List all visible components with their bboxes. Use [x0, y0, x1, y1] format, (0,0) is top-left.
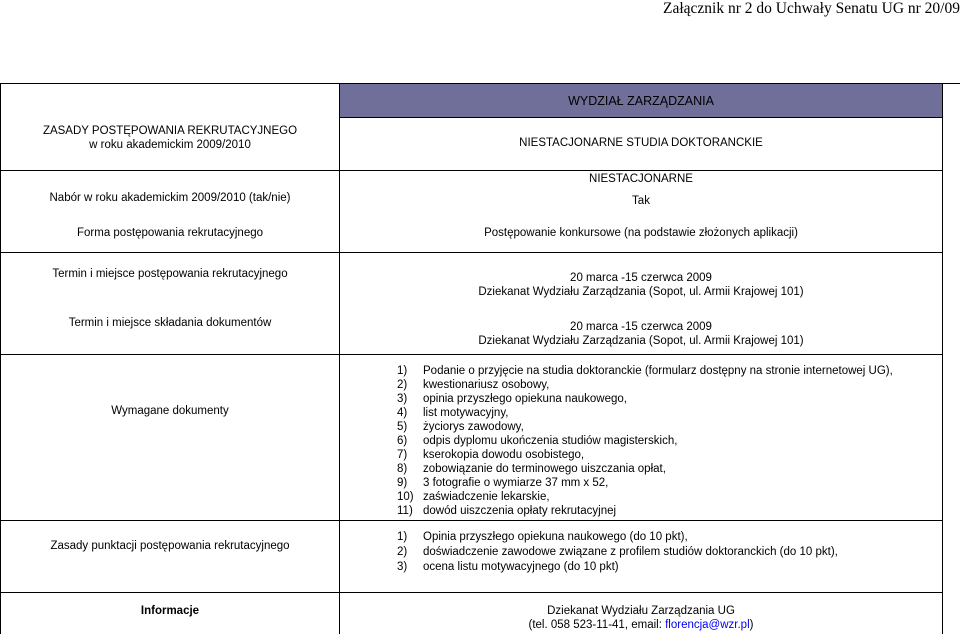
list-item-text: odpis dyplomu ukończenia studiów magisterskich,	[423, 435, 678, 447]
documents-date: 20 marca -15 czerwca 2009	[570, 321, 712, 333]
list-item-number: 2)	[397, 379, 408, 391]
list-item	[397, 490, 893, 504]
info-contact-prefix: (tel. 058 523-11-41, email:	[528, 619, 666, 631]
list-item	[397, 560, 838, 575]
documents-place-label: Termin i miejsce składania dokumentów	[68, 317, 272, 329]
list-item-text: zaświadczenie lekarskie,	[423, 491, 550, 503]
list-item-number: 10)	[397, 491, 414, 503]
right-border	[942, 84, 943, 634]
recruitment-label: Nabór w roku akademickim 2009/2010 (tak/nie)	[49, 192, 291, 204]
row-divider	[1, 170, 943, 171]
procedure-form-value: Postępowanie konkursowe (na podstawie złożonych aplikacji)	[484, 227, 798, 239]
list-item-number: 1)	[397, 531, 408, 543]
required-documents-list	[397, 364, 893, 518]
scoring-list	[397, 530, 838, 575]
list-item-number: 3)	[397, 393, 408, 405]
list-item	[397, 545, 838, 560]
list-item-text: list motywacyjny,	[423, 407, 509, 419]
list-item	[397, 434, 893, 448]
list-item-text: Opinia przyszłego opiekuna naukowego (do 10 pkt),	[423, 531, 688, 543]
list-item-number: 3)	[397, 561, 408, 573]
list-item-text: ocena listu motywacyjnego (do 10 pkt)	[423, 561, 619, 573]
list-item	[397, 462, 893, 476]
email-link[interactable]: florencja@wzr.pl	[665, 619, 750, 631]
procedure-location: Dziekanat Wydziału Zarządzania (Sopot, ul. Armii Krajowej 101)	[478, 286, 804, 298]
rules-title-line1: ZASADY POSTĘPOWANIA REKRUTACYJNEGO	[42, 125, 298, 137]
info-office: Dziekanat Wydziału Zarządzania UG	[547, 605, 735, 617]
list-item-number: 9)	[397, 477, 408, 489]
list-item-text: zobowiązanie do terminowego uiszczania opłat,	[423, 463, 666, 475]
column-divider	[339, 84, 340, 634]
row-divider	[339, 117, 943, 118]
documents-location: Dziekanat Wydziału Zarządzania (Sopot, ul. Armii Krajowej 101)	[478, 335, 804, 347]
list-item	[397, 378, 893, 392]
info-label: Informacje	[140, 605, 200, 617]
list-item-number: 6)	[397, 435, 408, 447]
list-item	[397, 448, 893, 462]
list-item-text: 3 fotografie o wymiarze 37 mm x 52,	[423, 477, 609, 489]
faculty-title: WYDZIAŁ ZARZĄDZANIA	[568, 94, 714, 108]
study-mode: NIESTACJONARNE	[589, 173, 693, 185]
list-item-number: 7)	[397, 449, 408, 461]
list-item-number: 2)	[397, 546, 408, 558]
scoring-label: Zasady punktacji postępowania rekrutacyjnego	[50, 540, 290, 552]
row-divider	[1, 252, 943, 253]
required-documents-label: Wymagane dokumenty	[111, 405, 229, 417]
list-item-number: 11)	[397, 505, 413, 517]
list-item	[397, 420, 893, 434]
list-item-number: 5)	[397, 421, 408, 433]
list-item	[397, 406, 893, 420]
recruitment-value: Tak	[632, 195, 650, 207]
list-item-text: dowód uiszczenia opłaty rekrutacyjnej	[423, 505, 617, 517]
procedure-place-label: Termin i miejsce postępowania rekrutacyjnego	[52, 268, 288, 280]
rules-title-line2: w roku akademickim 2009/2010	[89, 139, 251, 151]
procedure-form-label: Forma postępowania rekrutacyjnego	[76, 227, 264, 239]
attachment-note: Załącznik nr 2 do Uchwały Senatu UG nr 20/09	[662, 0, 960, 17]
list-item-number: 8)	[397, 463, 408, 475]
list-item-number: 4)	[397, 407, 408, 419]
list-item-text: Podanie o przyjęcie na studia doktoranckie (formularz dostępny na stronie internetowej UG),	[423, 365, 893, 377]
list-item-text: kserokopia dowodu osobistego,	[423, 449, 585, 461]
list-item	[397, 364, 893, 378]
list-item-text: doświadczenie zawodowe związane z profilem studiów doktoranckich (do 10 pkt),	[423, 546, 838, 558]
list-item-text: kwestionariusz osobowy,	[423, 379, 550, 391]
recruitment-table	[0, 83, 960, 634]
procedure-date: 20 marca -15 czerwca 2009	[570, 272, 712, 284]
list-item-text: opinia przyszłego opiekuna naukowego,	[423, 393, 627, 405]
list-item-text: życiorys zawodowy,	[423, 421, 524, 433]
studies-type: NIESTACJONARNE STUDIA DOKTORANCKIE	[519, 137, 763, 149]
row-divider	[1, 354, 943, 355]
list-item	[397, 504, 893, 518]
row-divider	[1, 592, 943, 593]
info-contact	[339, 619, 943, 632]
list-item	[397, 476, 893, 490]
list-item-number: 1)	[397, 365, 408, 377]
row-divider	[1, 520, 943, 521]
list-item	[397, 530, 838, 545]
info-contact-suffix: )	[749, 619, 754, 631]
list-item	[397, 392, 893, 406]
